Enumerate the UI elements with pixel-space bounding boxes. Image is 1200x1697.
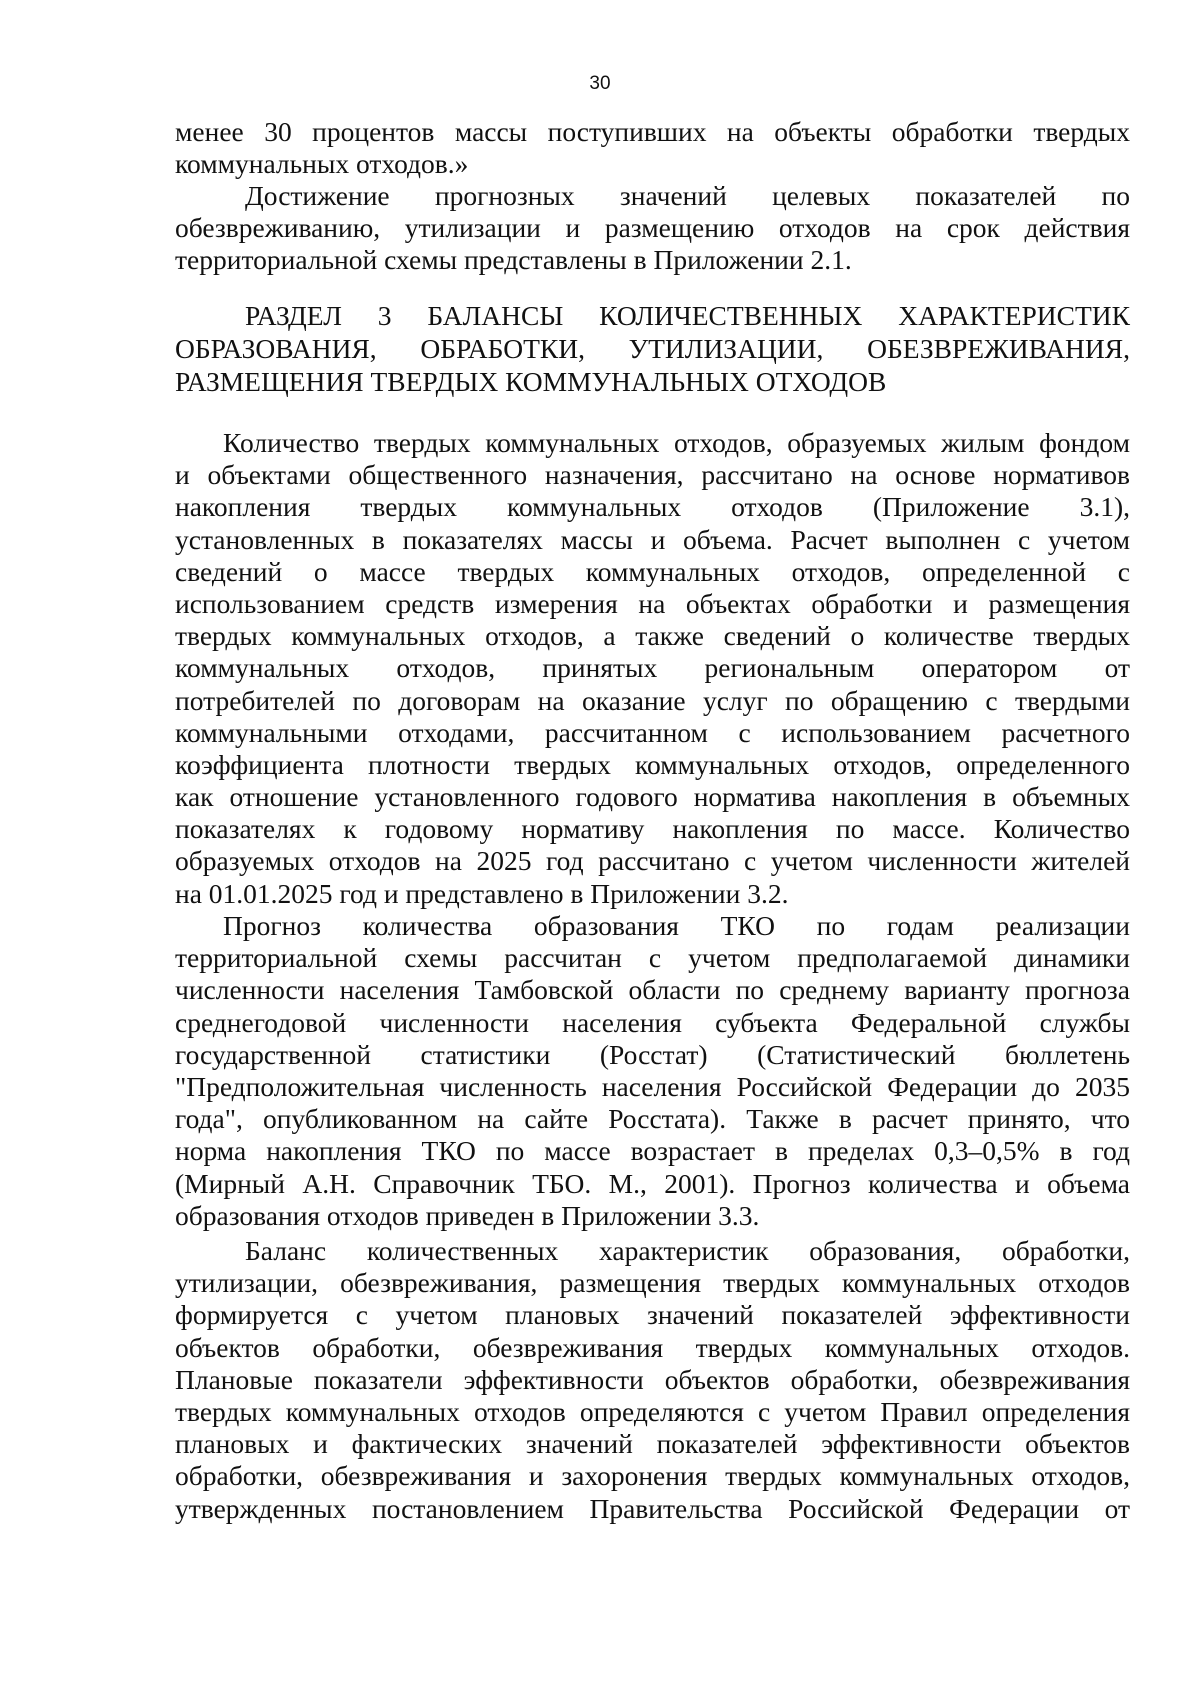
text-line: объектов обработки, обезвреживания твердых коммунальных отходов.: [175, 1331, 1130, 1363]
text-line: потребителей по договорам на оказание услуг по обращению с твердыми: [175, 684, 1130, 716]
text-line: и объектами общественного назначения, рассчитано на основе нормативов: [175, 459, 1130, 491]
text-line: показателях к годовому нормативу накопления по массе. Количество: [175, 813, 1130, 845]
text-line: "Предположительная численность населения Российской Федерации до 2035: [175, 1070, 1130, 1102]
heading-line: РАЗДЕЛ 3 БАЛАНСЫ КОЛИЧЕСТВЕННЫХ ХАРАКТЕРИСТИК: [245, 300, 1130, 331]
text-line: территориальной схемы представлены в Приложении 2.1.: [175, 244, 852, 276]
text-line: Достижение прогнозных значений целевых показателей по: [245, 180, 1130, 211]
quantity-paragraph: [175, 427, 1130, 910]
heading-line: РАЗМЕЩЕНИЯ ТВЕРДЫХ КОММУНАЛЬНЫХ ОТХОДОВ: [175, 366, 887, 397]
text-line: менее 30 процентов массы поступивших на объекты обработки твердых: [175, 116, 1130, 147]
forecast-paragraph: [175, 910, 1130, 1232]
text-line: сведений о массе твердых коммунальных отходов, определенной с: [175, 555, 1130, 587]
text-line: использованием средств измерения на объектах обработки и размещения: [175, 587, 1130, 619]
text-line: Баланс количественных характеристик образования, обработки,: [245, 1235, 1130, 1266]
balance-paragraph: [175, 1235, 1130, 1525]
text-line: норма накопления ТКО по массе возрастает в пределах 0,3–0,5% в год: [175, 1135, 1130, 1167]
text-line: обезвреживанию, утилизации и размещению отходов на срок действия: [175, 212, 1130, 244]
text-line: Прогноз количества образования ТКО по годам реализации: [223, 910, 1130, 941]
text-line: установленных в показателях массы и объема. Расчет выполнен с учетом: [175, 523, 1130, 555]
page-number: 30: [589, 73, 611, 94]
text-line: твердых коммунальных отходов определяются с учетом Правил определения: [175, 1395, 1130, 1427]
text-line: образуемых отходов на 2025 год рассчитано с учетом численности жителей: [175, 845, 1130, 877]
text-line: среднегодовой численности населения субъекта Федеральной службы: [175, 1006, 1130, 1038]
text-line: численности населения Тамбовской области по среднему варианту прогноза: [175, 974, 1130, 1006]
text-line: коммунальными отходами, рассчитанном с использованием расчетного: [175, 716, 1130, 748]
text-line: Плановые показатели эффективности объектов обработки, обезвреживания: [175, 1363, 1130, 1395]
text-line: утилизации, обезвреживания, размещения твердых коммунальных отходов: [175, 1267, 1130, 1299]
text-line: утвержденных постановлением Правительства Российской Федерации от: [175, 1492, 1130, 1524]
text-line: обработки, обезвреживания и захоронения твердых коммунальных отходов,: [175, 1460, 1130, 1492]
text-line: коммунальных отходов, принятых региональным оператором от: [175, 652, 1130, 684]
text-line: образования отходов приведен в Приложении 3.3.: [175, 1199, 760, 1231]
text-line: накопления твердых коммунальных отходов (Приложение 3.1),: [175, 491, 1130, 523]
heading-line: ОБРАЗОВАНИЯ, ОБРАБОТКИ, УТИЛИЗАЦИИ, ОБЕЗВРЕЖИВАНИЯ,: [175, 333, 1130, 364]
text-line: года", опубликованном на сайте Росстата). Также в расчет принято, что: [175, 1103, 1130, 1135]
text-line: на 01.01.2025 год и представлено в Приложении 3.2.: [175, 877, 789, 909]
text-line: как отношение установленного годового норматива накопления в объемных: [175, 781, 1130, 813]
text-line: коммунальных отходов.»: [175, 148, 469, 180]
targets-paragraph: [175, 180, 1130, 277]
text-line: плановых и фактических значений показателей эффективности объектов: [175, 1428, 1130, 1460]
text-line: территориальной схемы рассчитан с учетом предполагаемой динамики: [175, 942, 1130, 974]
text-line: формируется с учетом плановых значений показателей эффективности: [175, 1299, 1130, 1331]
section-heading: [175, 299, 1130, 398]
intro-paragraph: [175, 116, 1130, 180]
text-line: государственной статистики (Росстат) (Статистический бюллетень: [175, 1038, 1130, 1070]
text-line: коэффициента плотности твердых коммунальных отходов, определенного: [175, 748, 1130, 780]
text-line: (Мирный А.Н. Справочник ТБО. М., 2001). Прогноз количества и объема: [175, 1167, 1130, 1199]
text-line: Количество твердых коммунальных отходов, образуемых жилым фондом: [223, 427, 1130, 458]
text-line: твердых коммунальных отходов, а также сведений о количестве твердых: [175, 620, 1130, 652]
